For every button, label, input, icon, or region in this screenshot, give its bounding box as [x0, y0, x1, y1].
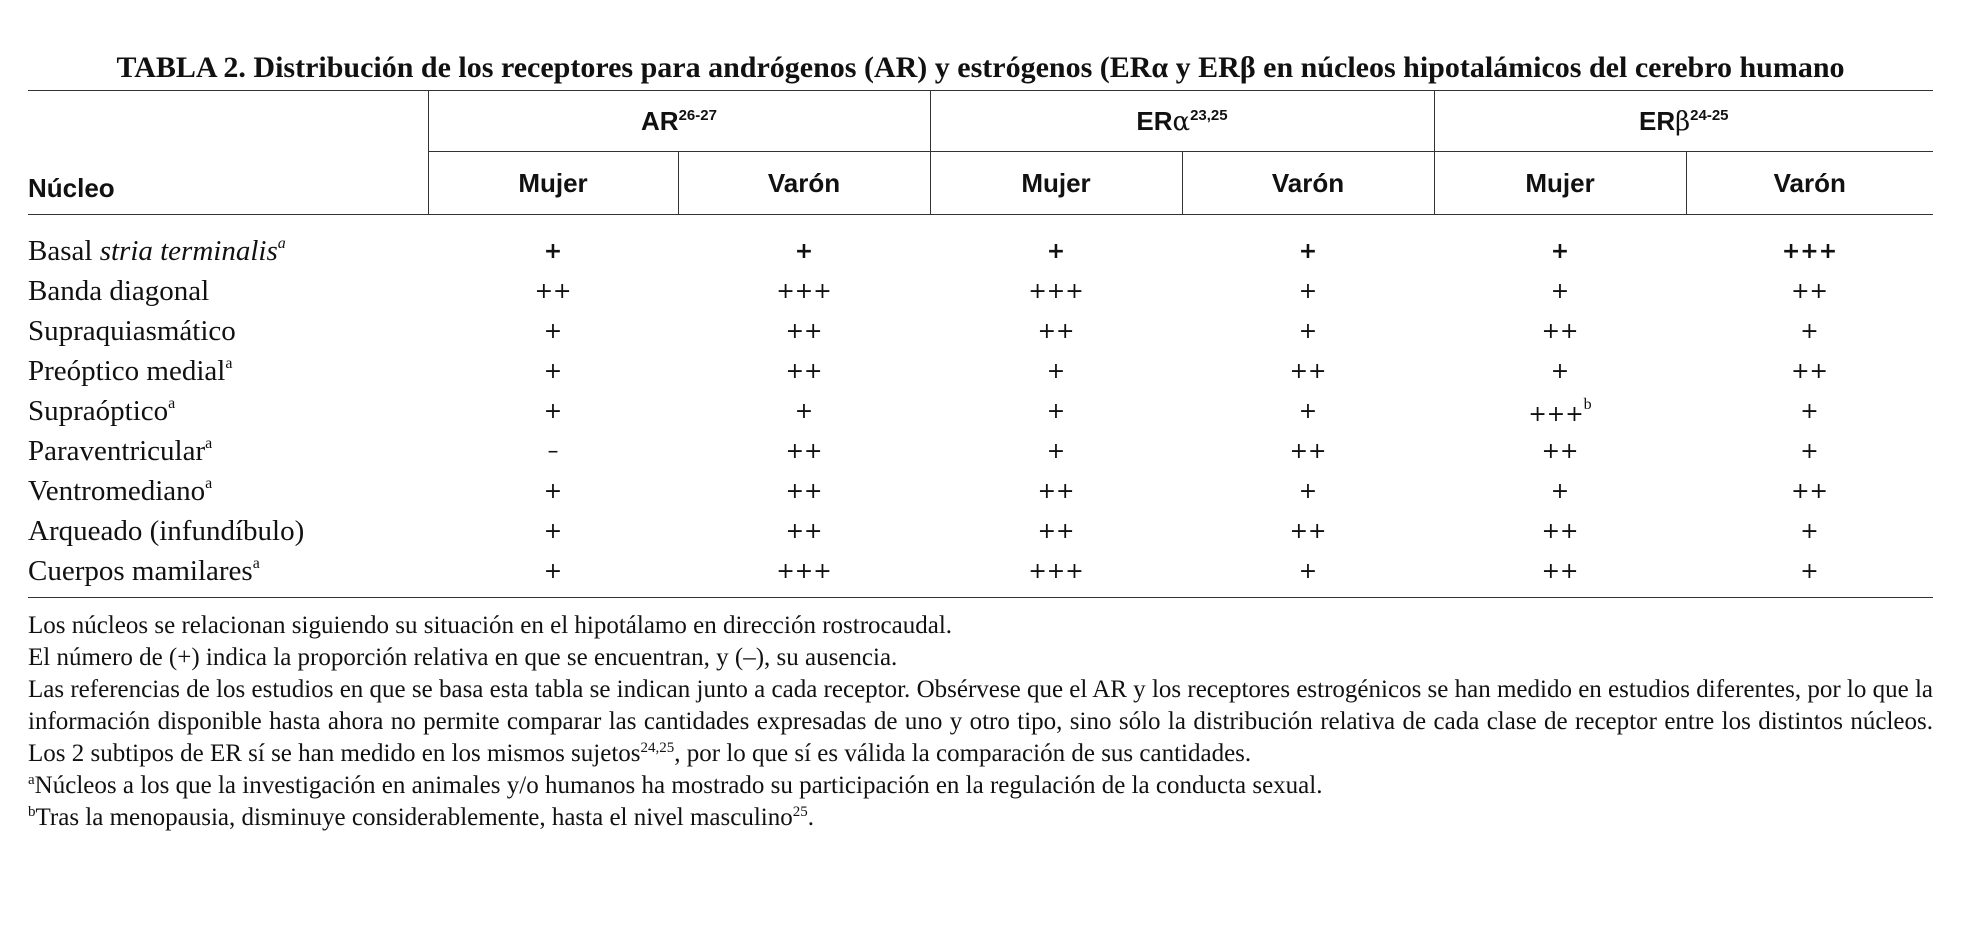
cell-value: + [794, 238, 814, 264]
cell-value: + [543, 238, 563, 264]
header-era-varon: Varón [1182, 152, 1434, 215]
cell-value: – [547, 438, 559, 464]
table-row [28, 271, 1933, 311]
cell-value: + [794, 398, 814, 424]
cell-value: ++ [1434, 551, 1686, 598]
cell-value: ++ [1791, 358, 1828, 384]
cell-value: + [543, 358, 563, 384]
cell-value: + [1686, 551, 1933, 598]
cell-value: ++ [1289, 438, 1327, 464]
table-row [28, 431, 1933, 471]
cell-value: + [1800, 438, 1819, 464]
cell-value: +++$^b$ [1528, 395, 1592, 427]
cell-value: ++ [1037, 518, 1075, 544]
cell-value: + [1046, 238, 1066, 264]
cell-value: ++ [785, 478, 823, 504]
cell-value: ++ [785, 438, 823, 464]
cell-value: + [1550, 238, 1570, 264]
footnote-b: $^b$Tras la menopausia, disminuye considerablemente, hasta el nivel masculino$^{25}$. [28, 804, 814, 831]
row-label: Supraquiasmático [28, 314, 236, 347]
header-erb-varon: Varón [1686, 152, 1933, 215]
row-label: Arqueado (infundíbulo) [28, 514, 305, 547]
cell-value: + [1046, 438, 1066, 464]
cell-value: + [543, 398, 563, 424]
footnote: El número de (+) indica la proporción relativa en que se encuentran, y (–), su ausencia. [28, 644, 898, 671]
cell-value: + [1800, 398, 1819, 424]
header-erb-mujer: Mujer [1434, 152, 1686, 215]
header-group-er-alpha: ERα$^{23,25}$ [930, 91, 1434, 152]
cell-value: ++ [785, 318, 823, 344]
cell-value: +++ [678, 551, 930, 598]
cell-value: + [543, 318, 563, 344]
cell-value: + [1550, 278, 1570, 304]
header-group-ar: AR$^{26-27}$ [428, 91, 930, 152]
cell-value: ++ [1541, 438, 1579, 464]
cell-value: ++ [1289, 358, 1327, 384]
table-row [28, 471, 1933, 511]
table-row [28, 511, 1933, 551]
row-label: Ventromediano$^a$ [28, 474, 213, 507]
cell-value: ++ [1791, 278, 1828, 304]
cell-value: + [543, 518, 563, 544]
header-group-er-beta: ERβ$^{24-25}$ [1434, 91, 1933, 152]
cell-value: + [1298, 398, 1318, 424]
cell-value: + [428, 551, 678, 598]
cell-value: +++ [1028, 278, 1084, 304]
cell-value: ++ [1037, 318, 1075, 344]
row-label: Supraóptico$^a$ [28, 394, 176, 427]
row-label: Basal stria terminalis$^a$ [28, 234, 286, 267]
footnote-a: $^a$Núcleos a los que la investigación en animales y/o humanos ha mostrado su participación en la regulación de la conducta sexual. [28, 772, 1323, 799]
footnote: Las referencias de los estudios en que se basa esta tabla se indican junto a cada receptor. Obsérvese que el AR y los receptores estrogénicos se han medido en estudios diferentes, por lo que la información disponible hasta ahora no permite comparar las cantidades expresadas de uno y otro tipo, sino sólo la distribución relativa de cada clase de receptor entre los distintos núcleos. Los 2 subtipos de ER sí se han medido en los mismos sujetos$^{24,25}$, por lo que sí es válida la comparación de sus cantidades. [28, 676, 1933, 767]
cell-value: +++ [776, 278, 832, 304]
cell-value: + [1550, 478, 1570, 504]
header-ar-varon: Varón [678, 152, 930, 215]
table-row [28, 311, 1933, 351]
cell-value: + [1182, 551, 1434, 598]
table-row [28, 391, 1933, 431]
cell-value: ++ [1541, 518, 1579, 544]
table-row [28, 351, 1933, 391]
row-label: Cuerpos mamilares$^a$ [28, 551, 428, 598]
cell-value: + [1298, 278, 1318, 304]
cell-value: + [1800, 518, 1819, 544]
cell-value: + [1298, 238, 1318, 264]
header-nucleo: Núcleo [28, 91, 428, 215]
footnote: Los núcleos se relacionan siguiendo su situación en el hipotálamo en dirección rostrocaudal. [28, 612, 953, 639]
cell-value: + [1298, 318, 1318, 344]
cell-value: +++ [1781, 238, 1838, 264]
table-figure [28, 48, 1933, 834]
cell-value: + [1550, 358, 1570, 384]
table-title: TABLA 2. Distribución de los receptores para andrógenos (AR) y estrógenos (ERα y ERβ en núcleos hipotalámicos del cerebro humano [116, 51, 1845, 84]
receptor-table [28, 90, 1933, 598]
table-row [28, 215, 1933, 272]
cell-value: + [1046, 398, 1066, 424]
cell-value: + [1046, 358, 1066, 384]
cell-value: + [543, 478, 563, 504]
cell-value: ++ [1289, 518, 1327, 544]
table-row [28, 551, 1933, 598]
cell-value: ++ [785, 358, 823, 384]
cell-value: +++ [930, 551, 1182, 598]
cell-value: ++ [1037, 478, 1075, 504]
row-label: Banda diagonal [28, 274, 210, 307]
cell-value: ++ [785, 518, 823, 544]
header-ar-mujer: Mujer [428, 152, 678, 215]
row-label: Preóptico medial$^a$ [28, 354, 233, 387]
header-era-mujer: Mujer [930, 152, 1182, 215]
cell-value: ++ [1541, 318, 1579, 344]
cell-value: ++ [534, 278, 572, 304]
cell-value: ++ [1791, 478, 1828, 504]
cell-value: + [1800, 318, 1819, 344]
row-label: Paraventricular$^a$ [28, 434, 213, 467]
table-footnotes [28, 610, 1933, 834]
cell-value: + [1298, 478, 1318, 504]
